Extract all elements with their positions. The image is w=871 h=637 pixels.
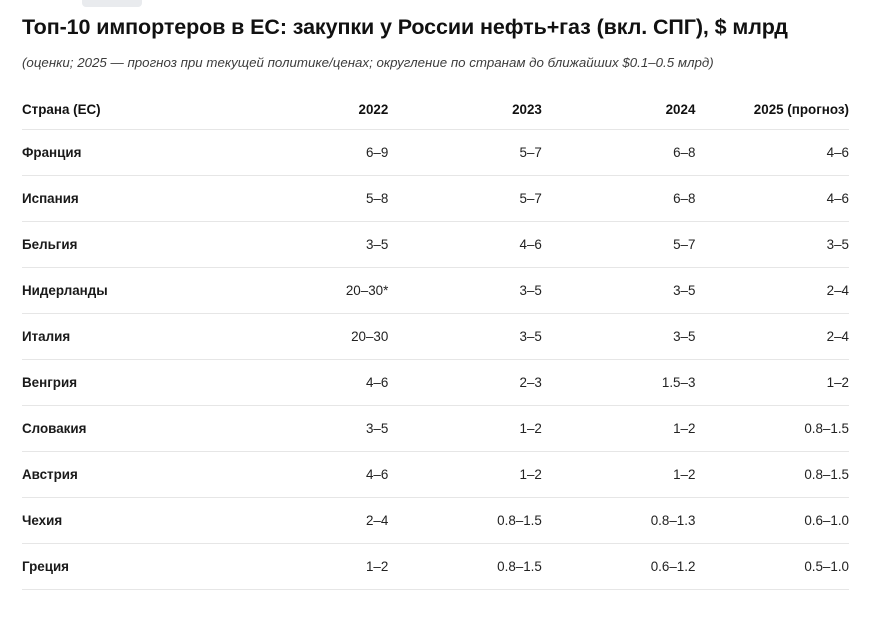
cell-2022: 1–2 [235, 544, 389, 590]
cell-country: Нидерланды [22, 268, 235, 314]
cell-2022: 3–5 [235, 222, 389, 268]
cell-2023: 0.8–1.5 [388, 544, 542, 590]
table-row [22, 498, 849, 544]
cell-2023: 2–3 [388, 360, 542, 406]
cell-2024: 6–8 [542, 130, 696, 176]
cell-2024: 5–7 [542, 222, 696, 268]
column-header-2023: 2023 [388, 89, 542, 130]
cell-2025: 3–5 [695, 222, 849, 268]
cell-2025: 2–4 [695, 314, 849, 360]
cell-2023: 5–7 [388, 130, 542, 176]
cell-country: Италия [22, 314, 235, 360]
table-header [22, 89, 849, 130]
cell-country: Венгрия [22, 360, 235, 406]
cell-2024: 3–5 [542, 268, 696, 314]
cell-2024: 1–2 [542, 452, 696, 498]
cell-country: Бельгия [22, 222, 235, 268]
table-row [22, 222, 849, 268]
table-row [22, 314, 849, 360]
cell-2025: 2–4 [695, 268, 849, 314]
cell-2024: 6–8 [542, 176, 696, 222]
table-row [22, 130, 849, 176]
page-title: Топ-10 импортеров в ЕС: закупки у России нефть+газ (вкл. СПГ), $ млрд [22, 15, 788, 39]
cell-country: Франция [22, 130, 235, 176]
cell-2022: 3–5 [235, 406, 389, 452]
cell-country: Греция [22, 544, 235, 590]
cell-2023: 4–6 [388, 222, 542, 268]
cell-2024: 3–5 [542, 314, 696, 360]
cell-2023: 1–2 [388, 452, 542, 498]
table-row [22, 544, 849, 590]
table-body [22, 130, 849, 590]
top-chrome-chip [82, 0, 142, 7]
cell-2022: 6–9 [235, 130, 389, 176]
cell-2023: 0.8–1.5 [388, 498, 542, 544]
cell-2023: 3–5 [388, 314, 542, 360]
cell-2024: 0.8–1.3 [542, 498, 696, 544]
cell-2025: 0.8–1.5 [695, 452, 849, 498]
cell-2024: 0.6–1.2 [542, 544, 696, 590]
right-edge [866, 0, 871, 637]
column-header-country: Страна (ЕС) [22, 89, 235, 130]
cell-2025: 0.5–1.0 [695, 544, 849, 590]
cell-country: Чехия [22, 498, 235, 544]
cell-2022: 4–6 [235, 360, 389, 406]
cell-country: Испания [22, 176, 235, 222]
table-row [22, 452, 849, 498]
column-header-2025: 2025 (прогноз) [695, 89, 849, 130]
cell-2022: 5–8 [235, 176, 389, 222]
cell-2022: 4–6 [235, 452, 389, 498]
cell-2023: 1–2 [388, 406, 542, 452]
imports-table [22, 89, 849, 590]
table-row [22, 268, 849, 314]
table-header-row [22, 89, 849, 130]
cell-2024: 1–2 [542, 406, 696, 452]
cell-2025: 0.8–1.5 [695, 406, 849, 452]
cell-2025: 4–6 [695, 176, 849, 222]
cell-2025: 0.6–1.0 [695, 498, 849, 544]
cell-country: Словакия [22, 406, 235, 452]
cell-2024: 1.5–3 [542, 360, 696, 406]
table-row [22, 406, 849, 452]
table-row [22, 176, 849, 222]
column-header-2024: 2024 [542, 89, 696, 130]
page-subtitle: (оценки; 2025 — прогноз при текущей политике/ценах; округление по странам до ближайших $0.1–0.5 млрд) [22, 55, 714, 71]
cell-2022: 2–4 [235, 498, 389, 544]
cell-2022: 20–30* [235, 268, 389, 314]
cell-2023: 5–7 [388, 176, 542, 222]
cell-2025: 1–2 [695, 360, 849, 406]
cell-2025: 4–6 [695, 130, 849, 176]
column-header-2022: 2022 [235, 89, 389, 130]
table-row [22, 360, 849, 406]
cell-2022: 20–30 [235, 314, 389, 360]
cell-country: Австрия [22, 452, 235, 498]
cell-2023: 3–5 [388, 268, 542, 314]
